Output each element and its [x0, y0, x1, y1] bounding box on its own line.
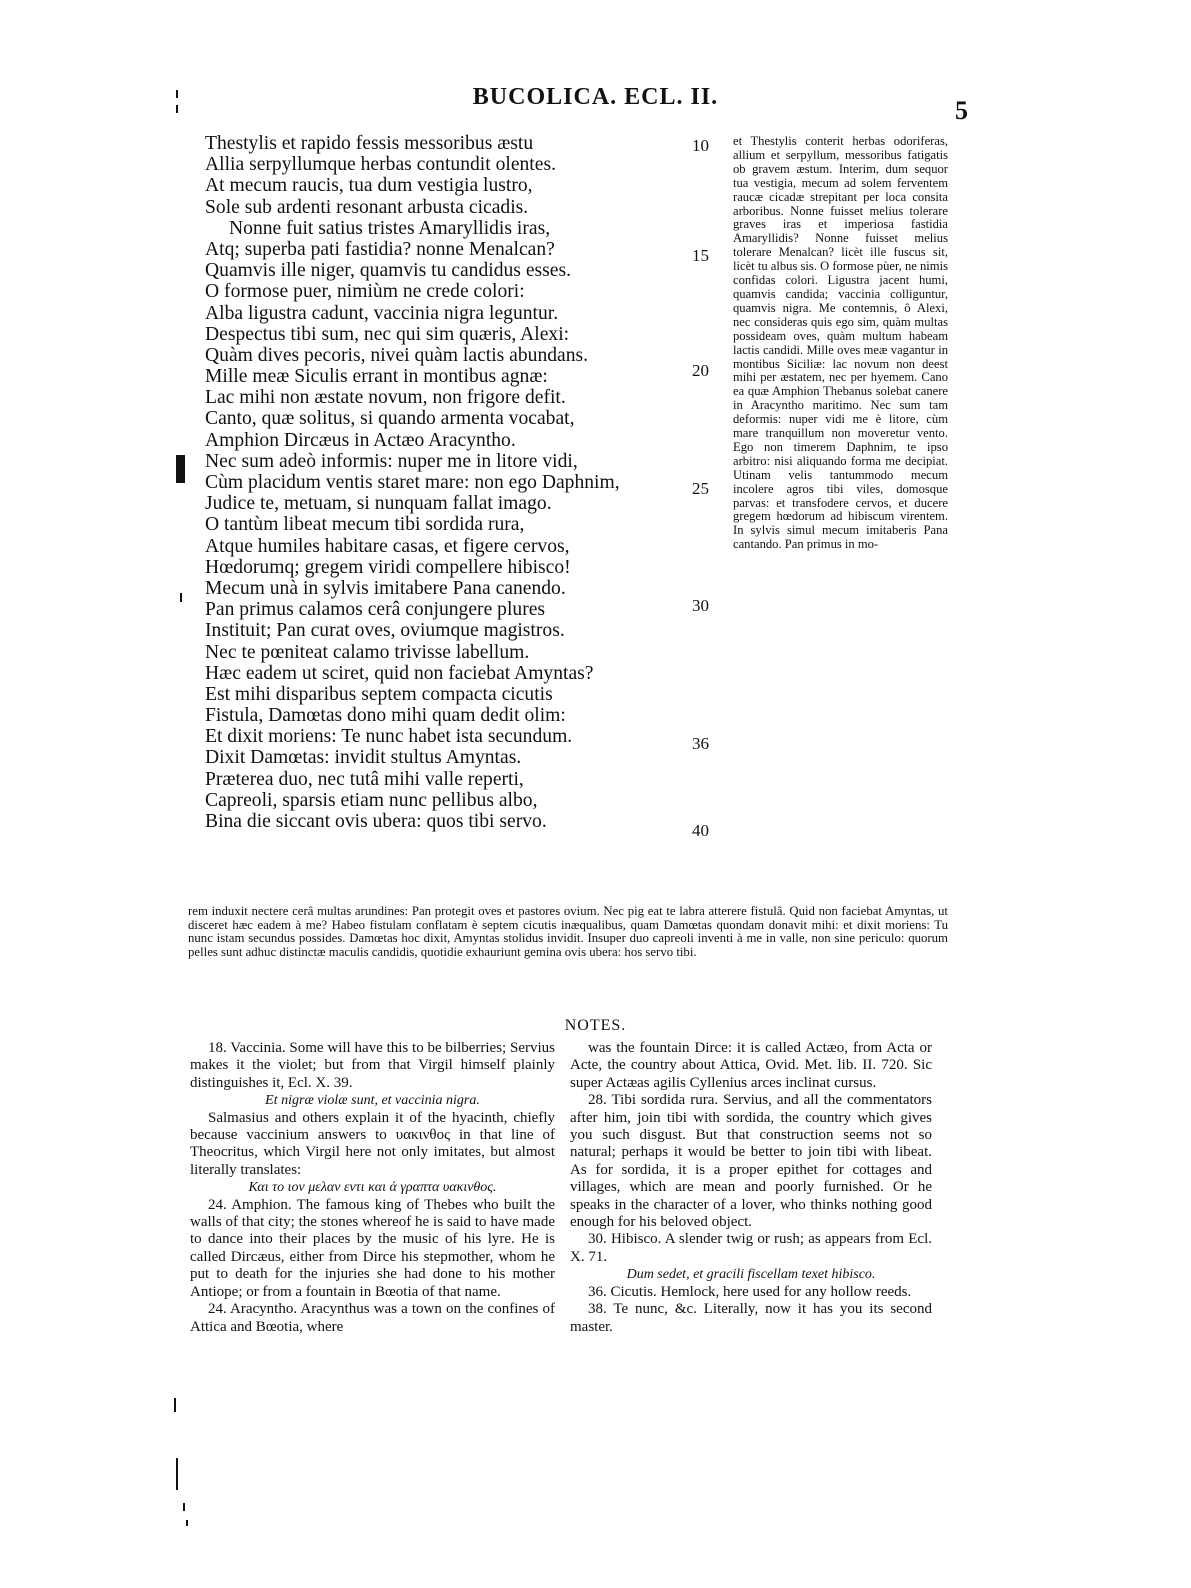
notes-column-left	[190, 1040, 555, 1336]
line-number: 25	[692, 479, 709, 498]
note-citation: Και το ιον μελαν εντι και ά γραπτα υακινθος.	[248, 1180, 497, 1196]
line-number: 36	[692, 734, 709, 753]
note-paragraph: 36. Cicutis. Hemlock, here used for any hollow reeds.	[588, 1283, 912, 1300]
latin-paraphrase: et Thestylis conterit herbas odoriferas, allium et serpyllum, messoribus fatigatis ob gravem æstum. Interim, dum sequor tua vestigia, mecum ad solem ferventem raucæ cicadæ strepitant per loca consita arboribus. Nonne fuisset melius tolerare graves iras et imperiosa fastidia Amaryllidis? Nonne fuisset melius tolerare Menalcan? licèt ille fuscus sit, licèt tu albus sis. O formose pùer, ne nimis confidas colori. Ligustra jacent humi, quamvis candida; vaccinia colliguntur, quamvis nigra. Me contemnis, ô Alexi, nec consideras quis ego sim, quàm multas possideam oves, quàm multum habeam lactis candidi. Mille oves meæ vagantur in montibus Siciliæ: lac novum non deest mihi per æstatem, nec per hyemem. Cano ea quæ Amphion Thebanus solebat canere in Aracyntho maritimo. Nec sum tam deformis: nuper vidi me è litore, cùm mare tranquillum non moveretur vento. Ego non timerem Daphnim, te ipso arbitro: nisi aliquando forma me decipiat. Utinam velis tantummodo mecum incolere agros tibi viles, domosque parvas: et transfodere cervos, et ducere gregem hœdorum ad hibiscum virentem. In sylvis simul mecum imitaberis Pana cantando. Pan primus in mo-	[733, 134, 948, 552]
verse-line: Pan primus calamos cerâ conjungere plures	[205, 599, 546, 621]
verse-line: O tantùm libeat mecum tibi sordida rura,	[205, 514, 525, 536]
note-paragraph: Salmasius and others explain it of the hyacinth, chiefly because vaccinium answers to υακινθος in that line of Theocritus, which Virgil here not only imitates, but almost literally translates:	[190, 1109, 555, 1178]
note-paragraph: 38. Te nunc, &c. Literally, now it has you its second master.	[570, 1301, 932, 1335]
verse-line: Cùm placidum ventis staret mare: non ego Daphnim,	[205, 472, 620, 493]
verse-line: Canto, quæ solitus, si quando armenta vocabat,	[205, 408, 575, 430]
verse-line: Et dixit moriens: Te nunc habet ista secundum.	[205, 726, 573, 748]
notes-column-right	[570, 1040, 932, 1336]
verse-line: Lac mihi non æstate novum, non frigore defit.	[205, 387, 566, 409]
line-number: 30	[692, 596, 709, 615]
line-number: 15	[692, 246, 709, 265]
verse-line: Sole sub ardenti resonant arbusta cicadis.	[205, 196, 529, 218]
note-citation: Et nigræ violæ sunt, et vaccinia nigra.	[265, 1093, 480, 1109]
margin-marker	[176, 455, 185, 483]
scan-mark	[176, 1458, 178, 1490]
verse-line: Est mihi disparibus septem compacta cicutis	[205, 683, 553, 705]
note-paragraph: was the fountain Dirce: it is called Actæo, from Acta or Acte, the country about Attica, Ovid. Met. lib. II. 720. Sic super Actæas agilis Cyllenius arces inclinat cursus.	[570, 1040, 932, 1091]
verse-line: Amphion Dircæus in Actæo Aracyntho.	[205, 429, 516, 451]
verse-line: Alba ligustra cadunt, vaccinia nigra leguntur.	[205, 302, 559, 324]
verse-line: Atque humiles habitare casas, et figere cervos,	[205, 535, 570, 557]
line-number: 40	[692, 821, 709, 840]
verse-line: Thestylis et rapido fessis messoribus æstu	[205, 133, 534, 154]
page-number: 5	[955, 96, 968, 125]
note-paragraph: 18. Vaccinia. Some will have this to be bilberries; Servius makes it the violet; but from that Virgil himself plainly distinguishes it, Ecl. X. 39.	[190, 1040, 555, 1091]
verse-line: Capreoli, sparsis etiam nunc pellibus albo,	[205, 789, 538, 811]
note-paragraph: 24. Amphion. The famous king of Thebes who built the walls of that city; the stones whereof he is said to have made to dance into their places by the music of his lyre. He is called Dircæus, either from Dirce his stepmother, whom he put to death for the injuries she had done to his mother Antiope; or from a fountain in Bœotia of that name.	[190, 1196, 555, 1300]
scan-mark	[180, 593, 182, 602]
line-number: 20	[692, 361, 709, 380]
verse-line: O formose puer, nimiùm ne crede colori:	[205, 281, 525, 303]
note-paragraph: 30. Hibisco. A slender twig or rush; as appears from Ecl. X. 71.	[570, 1231, 932, 1265]
verse-line: Hæc eadem ut sciret, quid non faciebat Amyntas?	[205, 662, 594, 684]
verse-line: Nec sum adeò informis: nuper me in litore vidi,	[205, 450, 578, 472]
scan-mark	[186, 1520, 188, 1526]
verse-line: Nonne fuit satius tristes Amaryllidis iras,	[229, 217, 551, 239]
note-citation: Dum sedet, et gracili fiscellam texet hibisco.	[626, 1267, 876, 1283]
note-paragraph: 24. Aracyntho. Aracynthus was a town on the confines of Attica and Bœotia, where	[190, 1301, 555, 1335]
latin-paraphrase-continued: rem induxit nectere cerâ multas arundines: Pan protegit oves et pastores ovium. Nec pig eat te labra atterere fistulâ. Quid non faciebat Amyntas, ut disceret hæc eadem à me? Habeo fistulam conflatam è septem cicutis inæqualibus, quam Damœtas quondam donavit mihi: et dixit moriens: Tu nunc istam secundus possides. Damœtas hoc dixit, Amyntas stolidus invidit. Insuper duo capreoli inventi à me in valle, non sine periculo: quorum pelles sunt adhuc distinctæ maculis candidis, quotidie exhauriunt gemina ovis ubera: hos servo tibi.	[188, 904, 948, 959]
scan-mark	[176, 90, 178, 98]
line-number: 10	[692, 136, 709, 155]
running-head: BUCOLICA. ECL. II.	[472, 84, 719, 110]
verse-line: Quàm dives pecoris, nivei quàm lactis abundans.	[205, 344, 589, 366]
scan-mark	[183, 1503, 185, 1511]
verse-line: Quamvis ille niger, quamvis tu candidus esses.	[205, 260, 571, 282]
verse-line: Dixit Damœtas: invidit stultus Amyntas.	[205, 747, 522, 769]
verse-line: Bina die siccant ovis ubera: quos tibi servo.	[205, 811, 547, 832]
verse-line: Nec te pœniteat calamo trivisse labellum.	[205, 641, 530, 663]
verse-line: Judice te, metuam, si nunquam fallat imago.	[205, 493, 552, 515]
scan-mark	[176, 105, 178, 113]
verse-line: Præterea duo, nec tutâ mihi valle reperti,	[205, 768, 524, 790]
verse-line: Hœdorumq; gregem viridi compellere hibisco!	[205, 556, 571, 578]
note-paragraph: 28. Tibi sordida rura. Servius, and all the commentators after him, join tibi with sordida, the country which gives you such disgust. But that construction seems not so natural; perhaps it would be better to join tibi with libeat. As for sordida, it is a proper epithet for cottages and villages, which are mean and poorly furnished. Or he speaks in the character of a lover, who thinks nothing good enough for his beloved object.	[570, 1092, 932, 1231]
scan-mark	[174, 1398, 176, 1412]
verse-line: Mecum unà in sylvis imitabere Pana canendo.	[205, 577, 566, 599]
verse-line: Atq; superba pati fastidia? nonne Menalcan?	[205, 238, 555, 260]
verse-line: At mecum raucis, tua dum vestigia lustro,	[205, 175, 533, 197]
notes-heading: NOTES.	[564, 1017, 627, 1034]
verse-line: Instituit; Pan curat oves, oviumque magistros.	[205, 620, 565, 642]
verse-line: Mille meæ Siculis errant in montibus agnæ:	[205, 366, 548, 388]
verse-text	[205, 133, 725, 832]
verse-line: Allia serpyllumque herbas contundit olentes.	[205, 154, 556, 176]
verse-line: Fistula, Damœtas dono mihi quam dedit olim:	[205, 705, 566, 727]
verse-line: Despectus tibi sum, nec qui sim quæris, Alexi:	[205, 323, 570, 345]
